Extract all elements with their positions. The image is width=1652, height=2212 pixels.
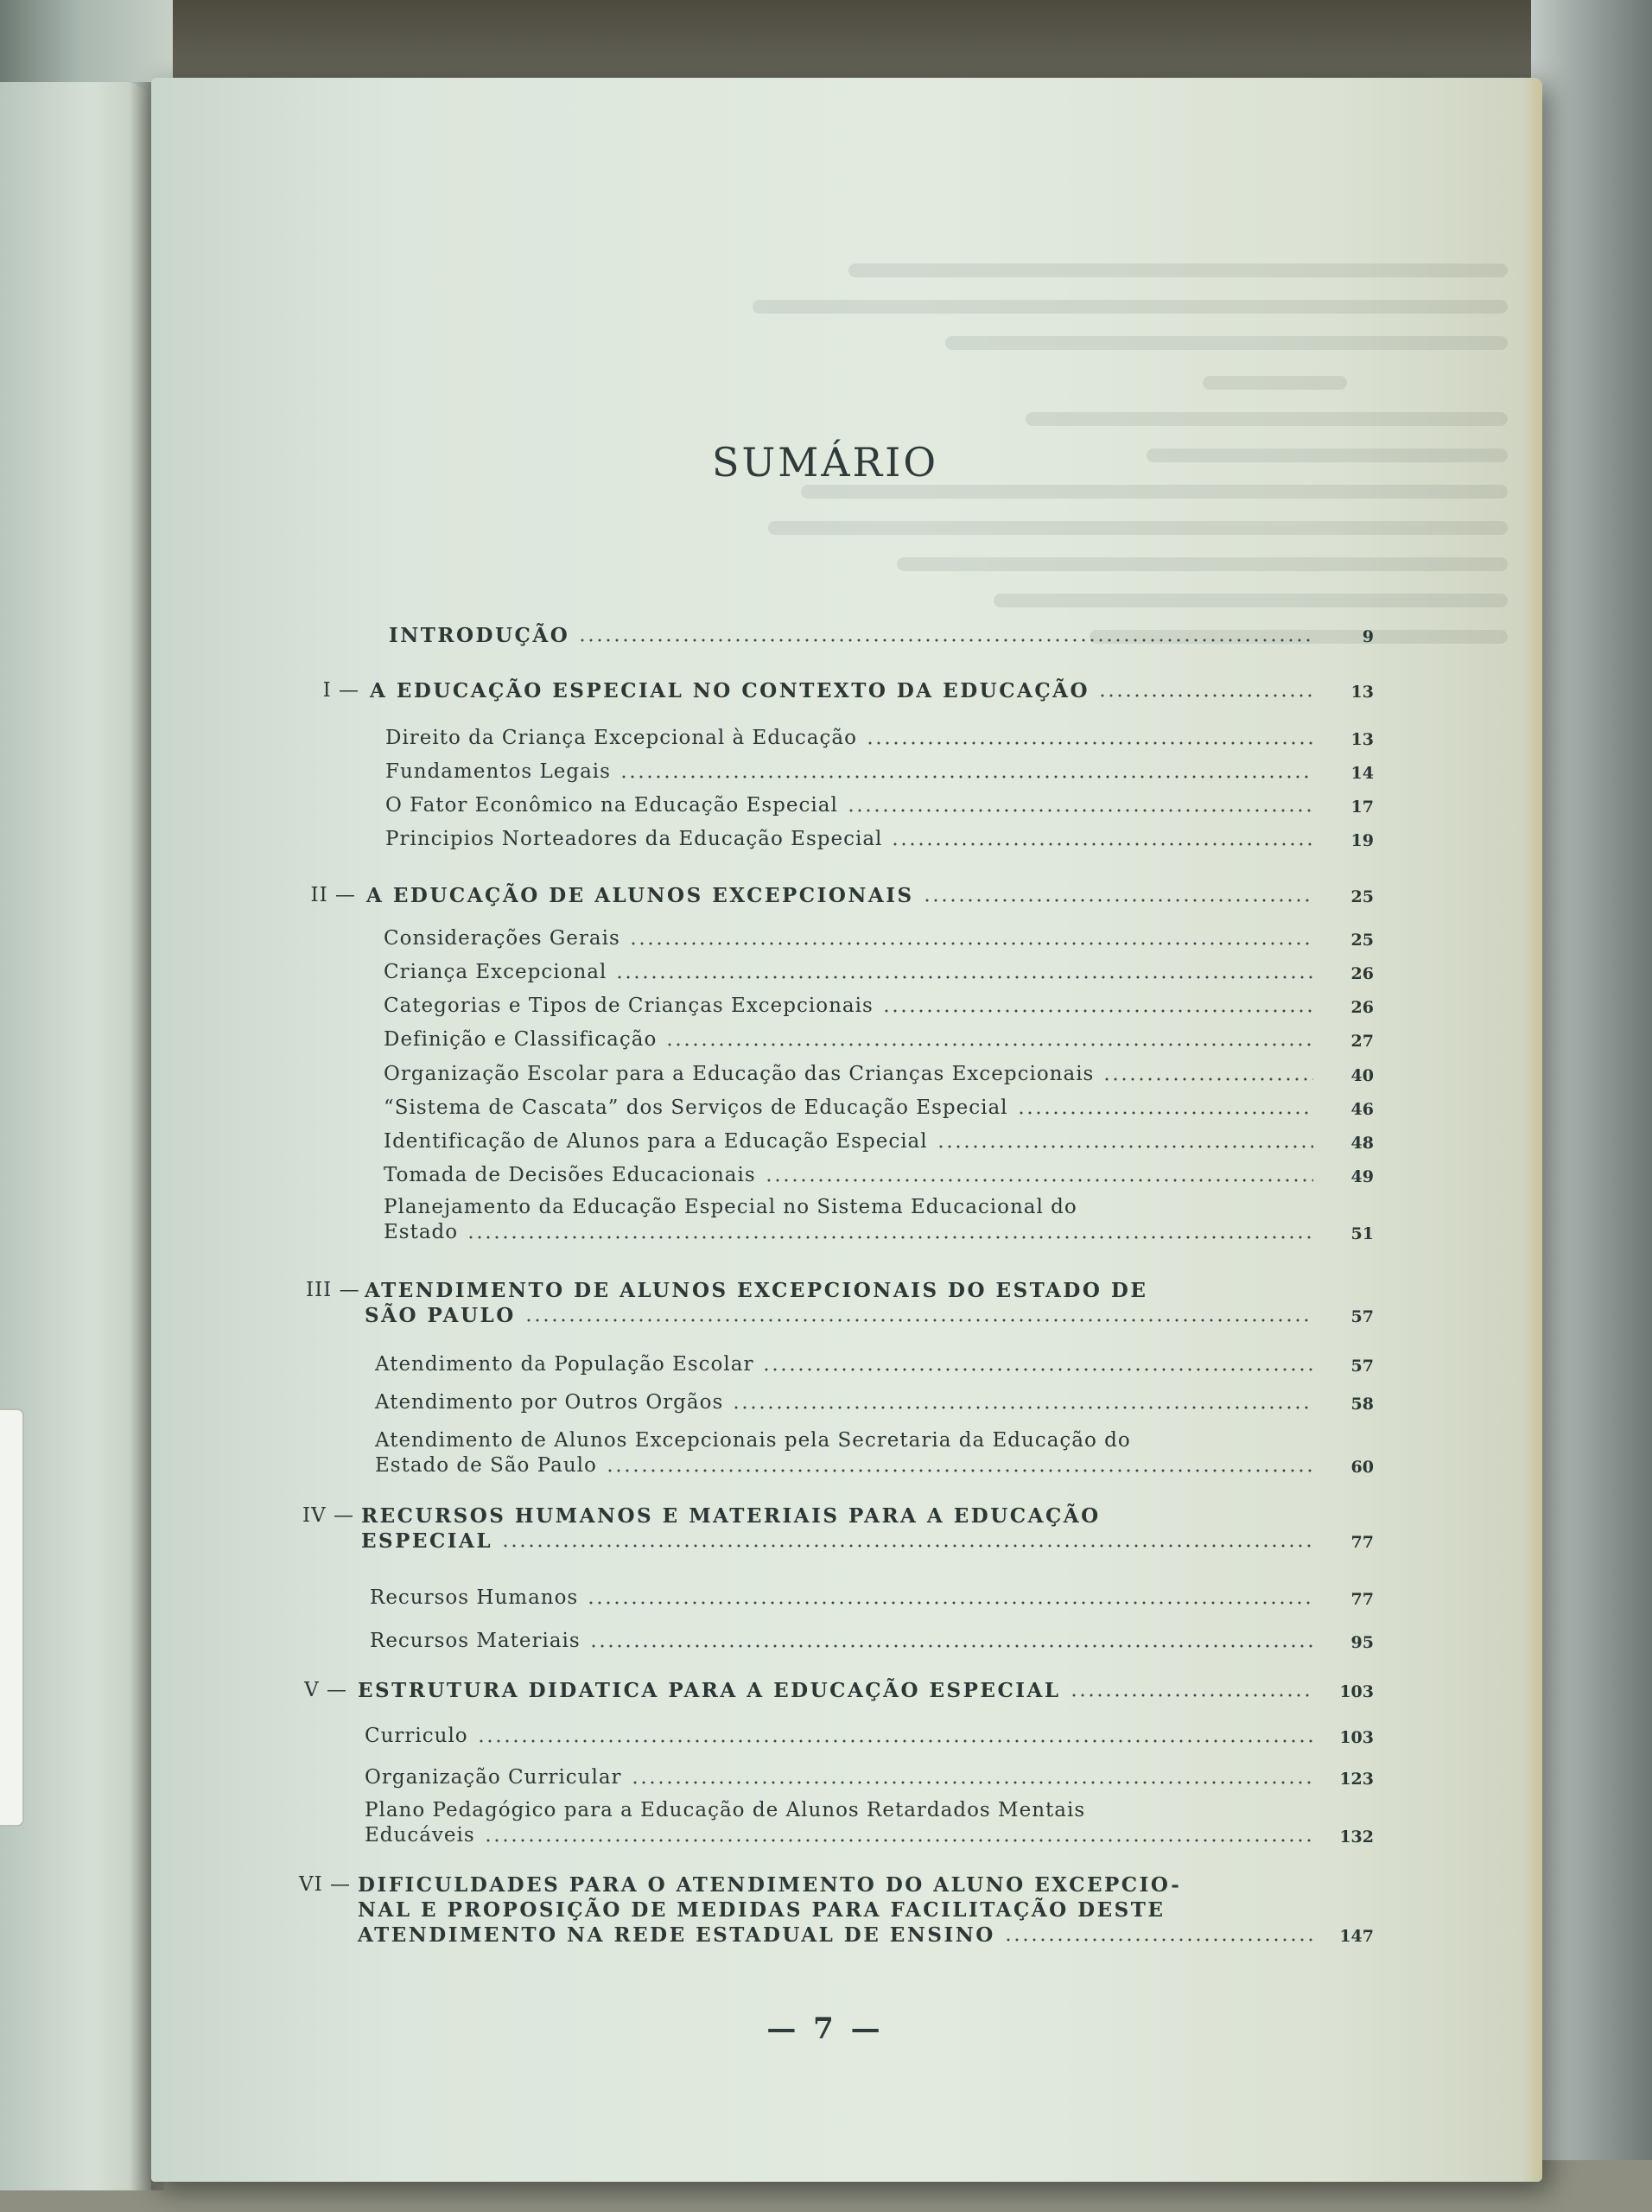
- chapter-number: VI —: [299, 1873, 352, 1896]
- leader-dots: [1070, 1693, 1313, 1698]
- chapter-number: IV —: [302, 1504, 355, 1527]
- toc-subentry: [384, 1166, 1374, 1185]
- page-title: SUMÁRIO: [711, 439, 939, 486]
- chapter-number: I —: [322, 679, 359, 702]
- subentry-page: 17: [1350, 798, 1374, 817]
- toc-chapter-3: [306, 1281, 1374, 1325]
- subentry-page: 26: [1350, 964, 1374, 983]
- subentry-page: 51: [1350, 1224, 1374, 1243]
- toc-chapter-1: [311, 681, 1374, 701]
- facing-page: [0, 82, 151, 2190]
- chapter-title-line1: RECURSOS HUMANOS E MATERIAIS PARA A EDUCAÇÃO: [361, 1504, 1101, 1528]
- chapter-title-line3: ATENDIMENTO NA REDE ESTADUAL DE ENSINO: [358, 1923, 995, 1947]
- subentry-label: Definição e Classificação: [384, 1028, 658, 1051]
- subentry-page: 58: [1350, 1395, 1374, 1414]
- chapter-title-line2: ESPECIAL: [361, 1529, 493, 1553]
- subentry-label: Direito da Criança Excepcional à Educação: [385, 727, 857, 749]
- subentry-page: 57: [1350, 1357, 1374, 1376]
- subentry-label: Criança Excepcional: [384, 961, 607, 983]
- subentry-page: 49: [1350, 1167, 1374, 1186]
- page-number: — 7 —: [766, 2012, 884, 2046]
- subentry-label: “Sistema de Cascata” dos Serviços de Educação Especial: [384, 1096, 1008, 1119]
- subentry-label: Atendimento por Outros Orgãos: [375, 1391, 724, 1414]
- subentry-label-line1: Planejamento da Educação Especial no Sistema Educacional do: [384, 1196, 1077, 1218]
- subentry-label-line2: Educáveis: [365, 1824, 475, 1847]
- subentry-label: Atendimento da População Escolar: [375, 1353, 754, 1376]
- subentry-page: 14: [1350, 764, 1374, 783]
- toc-subentry: [384, 1198, 1374, 1243]
- chapter-title: A EDUCAÇÃO DE ALUNOS EXCEPCIONAIS: [366, 884, 914, 907]
- subentry-page: 123: [1339, 1770, 1374, 1789]
- leader-dots: [467, 1235, 1313, 1240]
- toc-subentry: [384, 1098, 1374, 1118]
- subentry-page: 25: [1350, 931, 1374, 950]
- leader-dots: [732, 1405, 1313, 1410]
- toc-subentry: [384, 996, 1374, 1016]
- toc-subentry: [375, 1355, 1374, 1375]
- subentry-label: Considerações Gerais: [384, 927, 620, 950]
- subentry-label: Categorias e Tipos de Crianças Excepcionais: [384, 995, 874, 1017]
- toc-subentry: [385, 830, 1374, 849]
- toc-subentry: [385, 796, 1374, 816]
- leader-dots: [937, 1144, 1313, 1149]
- toc-chapter-6: [299, 1875, 1374, 1945]
- chapter-title: A EDUCAÇÃO ESPECIAL NO CONTEXTO DA EDUCAÇÃO: [370, 679, 1090, 702]
- chapter-page: 13: [1350, 683, 1374, 702]
- subentry-label: Fundamentos Legais: [385, 760, 611, 783]
- chapter-page: 77: [1350, 1533, 1374, 1552]
- toc-subentry: [384, 929, 1374, 949]
- chapter-page: 103: [1339, 1682, 1374, 1701]
- leader-dots: [589, 1643, 1313, 1649]
- subentry-page: 77: [1350, 1590, 1374, 1609]
- leader-dots: [866, 741, 1313, 746]
- leader-dots: [847, 808, 1313, 813]
- subentry-label: Principios Norteadores da Educação Especial: [385, 828, 883, 850]
- subentry-label: Recursos Humanos: [370, 1586, 579, 1609]
- toc-subentry: [365, 1726, 1374, 1746]
- subentry-label: Organização Curricular: [365, 1766, 622, 1789]
- leader-dots: [587, 1600, 1313, 1605]
- subentry-page: 19: [1350, 831, 1374, 850]
- leader-dots: [524, 1318, 1313, 1323]
- leader-dots: [477, 1738, 1313, 1744]
- chapter-number: V —: [304, 1679, 347, 1701]
- leader-dots: [615, 975, 1313, 980]
- chapter-page: 57: [1350, 1307, 1374, 1326]
- leader-dots: [665, 1042, 1313, 1047]
- subentry-page: 27: [1350, 1032, 1374, 1051]
- leader-dots: [923, 898, 1313, 903]
- toc-entry-introducao: [389, 626, 1374, 645]
- toc-chapter-2: [308, 886, 1374, 906]
- toc-subentry: [385, 762, 1374, 782]
- toc-subentry: [370, 1631, 1374, 1651]
- chapter-number: II —: [310, 884, 356, 906]
- toc-subentry: [375, 1393, 1374, 1413]
- subentry-page: 95: [1350, 1633, 1374, 1652]
- subentry-label-line2: Estado: [384, 1221, 459, 1243]
- subentry-page: 46: [1350, 1100, 1374, 1119]
- subentry-label-line1: Plano Pedagógico para a Educação de Alunos Retardados Mentais: [365, 1799, 1086, 1821]
- leader-dots: [1102, 1077, 1313, 1082]
- leader-dots: [578, 638, 1313, 643]
- chapter-page: 147: [1339, 1927, 1374, 1946]
- toc-subentry: [384, 963, 1374, 982]
- toc-subentry: [384, 1065, 1374, 1084]
- toc-subentry: [365, 1768, 1374, 1788]
- leader-dots: [606, 1468, 1313, 1473]
- leader-dots: [629, 941, 1313, 946]
- library-label-sticker: [0, 1408, 24, 1827]
- toc-entry-label: INTRODUÇÃO: [389, 624, 570, 647]
- subentry-page: 26: [1350, 998, 1374, 1017]
- toc-subentry: [365, 1801, 1374, 1846]
- leader-dots: [765, 1178, 1313, 1183]
- subentry-label-line1: Atendimento de Alunos Excepcionais pela Secretaria da Educação do: [375, 1429, 1131, 1452]
- chapter-title: ESTRUTURA DIDATICA PARA A EDUCAÇÃO ESPECIAL: [358, 1679, 1061, 1702]
- subentry-label: Curriculo: [365, 1725, 468, 1747]
- toc-subentry: [385, 728, 1374, 748]
- chapter-page: 25: [1350, 887, 1374, 906]
- subentry-label: O Fator Econômico na Educação Especial: [385, 794, 838, 817]
- toc-subentry: [384, 1030, 1374, 1050]
- leader-dots: [762, 1367, 1313, 1372]
- leader-dots: [620, 774, 1313, 779]
- chapter-title-line2: SÃO PAULO: [365, 1304, 516, 1327]
- leader-dots: [1004, 1937, 1313, 1942]
- leader-dots: [1098, 693, 1313, 698]
- subentry-label: Recursos Materiais: [370, 1630, 581, 1652]
- subentry-label-line2: Estado de São Paulo: [375, 1454, 597, 1477]
- leader-dots: [1017, 1110, 1313, 1116]
- toc-entry-page: 9: [1362, 627, 1374, 646]
- subentry-page: 103: [1339, 1728, 1374, 1747]
- subentry-page: 40: [1350, 1066, 1374, 1085]
- subentry-page: 132: [1339, 1827, 1374, 1847]
- subentry-page: 13: [1350, 730, 1374, 749]
- chapter-number: III —: [306, 1279, 360, 1301]
- chapter-title-line1: ATENDIMENTO DE ALUNOS EXCEPCIONAIS DO ESTADO DE: [365, 1279, 1148, 1302]
- page-edge: [1522, 78, 1542, 2182]
- subentry-page: 60: [1350, 1458, 1374, 1477]
- leader-dots: [631, 1780, 1313, 1785]
- leader-dots: [484, 1838, 1313, 1843]
- toc-subentry: [384, 1132, 1374, 1152]
- subentry-label: Organização Escolar para a Educação das Crianças Excepcionais: [384, 1063, 1095, 1085]
- photo-background-right: [1531, 0, 1652, 2212]
- chapter-title-line1: DIFICULDADES PARA O ATENDIMENTO DO ALUNO EXCEPCIO-: [358, 1873, 1182, 1897]
- chapter-title-line2: NAL E PROPOSIÇÃO DE MEDIDAS PARA FACILITAÇÃO DESTE: [358, 1898, 1166, 1922]
- toc-subentry: [370, 1588, 1374, 1608]
- leader-dots: [501, 1543, 1313, 1548]
- leader-dots: [882, 1008, 1313, 1014]
- subentry-label: Identificação de Alunos para a Educação Especial: [384, 1130, 928, 1153]
- toc-subentry: [375, 1431, 1374, 1476]
- show-through-text: [704, 264, 1508, 747]
- subentry-page: 48: [1350, 1134, 1374, 1153]
- leader-dots: [891, 842, 1313, 847]
- subentry-label: Tomada de Decisões Educacionais: [384, 1164, 756, 1186]
- toc-chapter-4: [302, 1506, 1374, 1551]
- toc-chapter-5: [299, 1681, 1374, 1700]
